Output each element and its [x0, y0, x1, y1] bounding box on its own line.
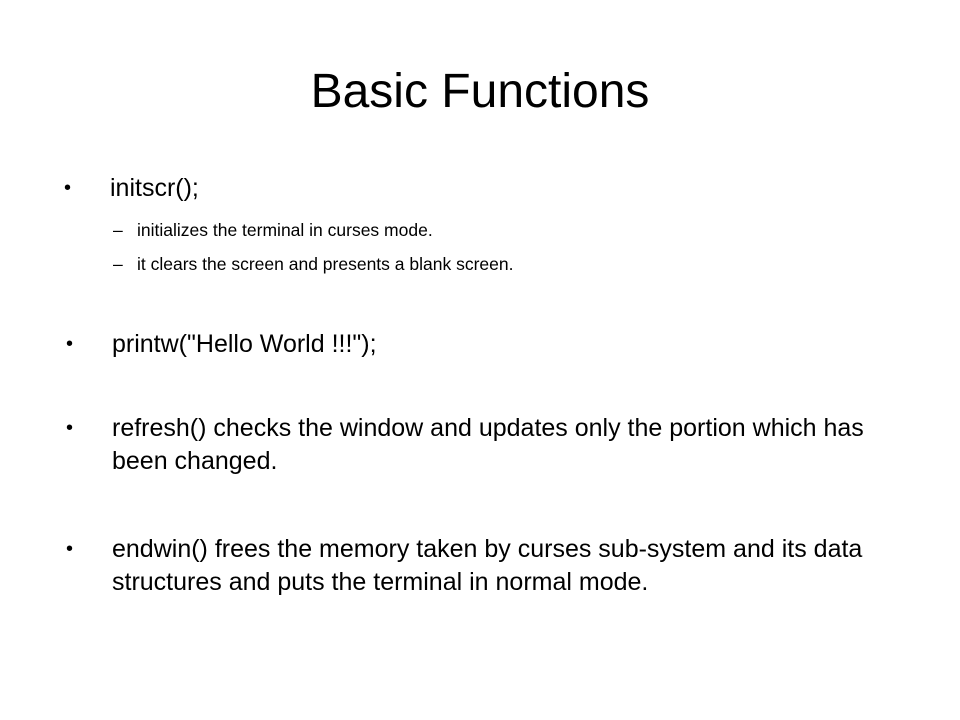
sub-item-text: initializes the terminal in curses mode.: [137, 220, 433, 240]
bullet-text: printw("Hello World !!!");: [112, 330, 377, 358]
sub-item-initializes: [113, 218, 897, 242]
bullet-icon: •: [66, 538, 74, 560]
bullet-item-printw: [66, 328, 902, 361]
sub-item-clears: [113, 252, 897, 276]
bullet-item-endwin: [66, 533, 902, 599]
bullet-item-initscr: [64, 172, 900, 205]
bullet-text: initscr();: [110, 174, 199, 202]
bullet-icon: •: [64, 177, 72, 199]
bullet-icon: •: [66, 333, 74, 355]
bullet-text: endwin() frees the memory taken by curses sub-system and its data structures and puts the terminal in normal mode.: [112, 535, 863, 596]
slide-title: Basic Functions: [310, 65, 650, 118]
dash-icon: –: [113, 220, 123, 240]
sub-item-text: it clears the screen and presents a blank screen.: [137, 254, 514, 274]
bullet-icon: •: [66, 417, 74, 439]
bullet-item-refresh: [66, 412, 902, 478]
dash-icon: –: [113, 254, 123, 274]
bullet-text: refresh() checks the window and updates only the portion which has been changed.: [112, 414, 864, 475]
